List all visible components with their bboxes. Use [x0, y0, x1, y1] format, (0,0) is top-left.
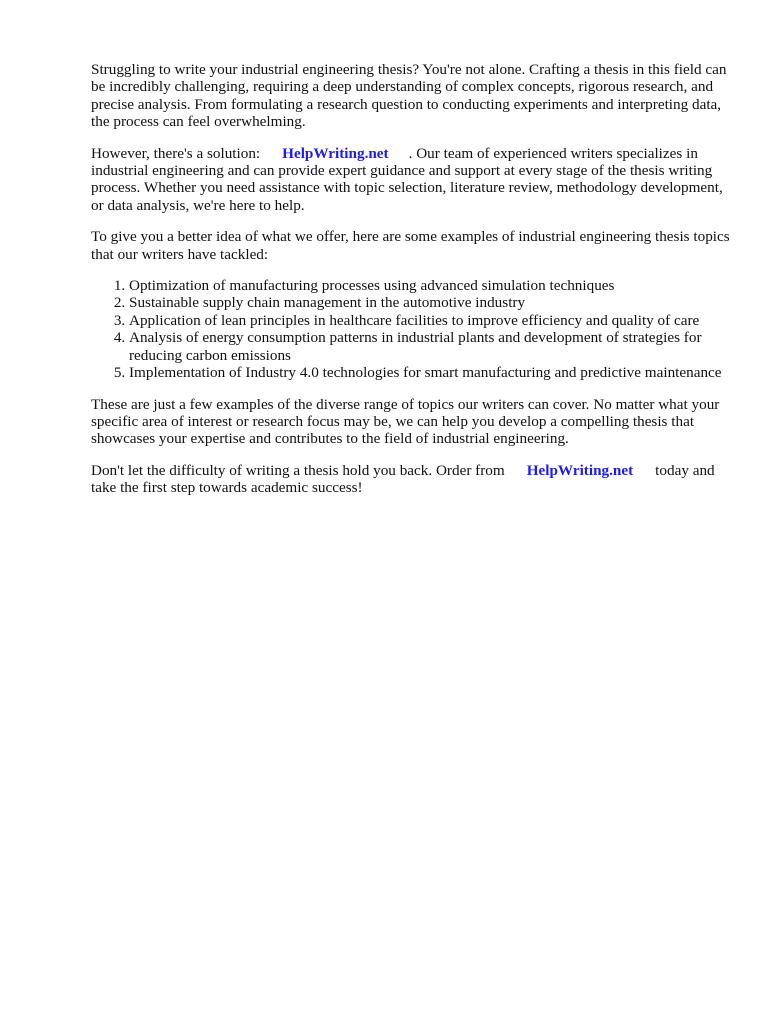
solution-paragraph [91, 145, 731, 215]
list-item: 2. Sustainable supply chain management in the automotive industry [129, 294, 731, 311]
list-item: 4. Analysis of energy consumption patterns in industrial plants and development of strategies for reducing carbon emissions [129, 329, 731, 364]
solution-text-after: . Our team of experienced writers specializes in industrial engineering and can provide expert guidance and support at every stage of the thesis writing process. Whether you need assistance with topic selection, literature review, methodology development, or data analysis, we're here to help. [91, 144, 723, 214]
list-item: 1. Optimization of manufacturing processes using advanced simulation techniques [129, 277, 731, 294]
list-item: 3. Application of lean principles in healthcare facilities to improve efficiency and quality of care [129, 312, 731, 329]
helpwriting-link-closing[interactable]: HelpWriting.net [526, 461, 634, 479]
document-body [91, 61, 731, 511]
intro-paragraph: Struggling to write your industrial engineering thesis? You're not alone. Crafting a thesis in this field can be incredibly challenging, requiring a deep understanding of complex concepts, rigorous research, and precise analysis. From formulating a research question to conducting experiments and interpreting data, the process can feel overwhelming. [91, 61, 727, 131]
examples-intro-paragraph: To give you a better idea of what we offer, here are some examples of industrial engineering thesis topics that our writers have tackled: [91, 228, 730, 263]
list-item: 5. Implementation of Industry 4.0 technologies for smart manufacturing and predictive maintenance [129, 364, 731, 381]
closing-paragraph [91, 462, 731, 497]
closing-text-after: today and take the first step towards academic success! [91, 461, 715, 497]
solution-text-before: However, there's a solution: [91, 144, 261, 162]
topics-list [91, 277, 731, 381]
closing-text-before: Don't let the difficulty of writing a thesis hold you back. Order from [91, 461, 505, 479]
helpwriting-link[interactable]: HelpWriting.net [282, 144, 389, 162]
range-paragraph: These are just a few examples of the diverse range of topics our writers can cover. No matter what your specific area of interest or research focus may be, we can help you develop a compelling thesis that showcases your expertise and contributes to the field of industrial engineering. [91, 395, 720, 448]
